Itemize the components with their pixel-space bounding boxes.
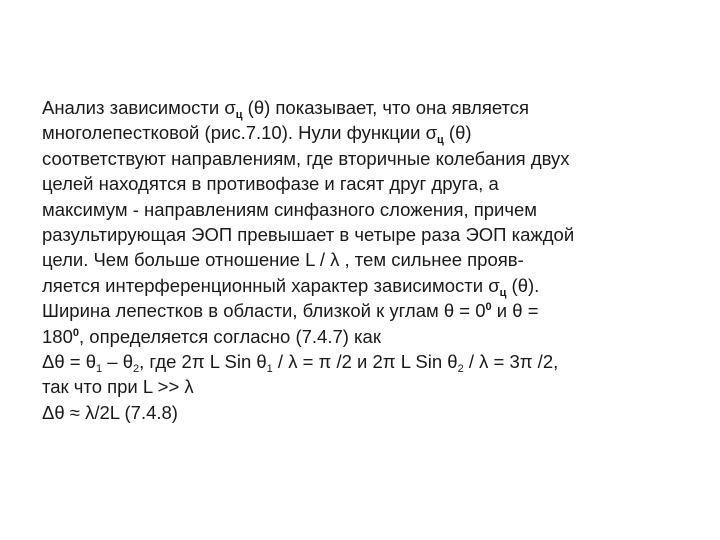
text-line: целей находятся в противофазе и гасят друг друга, а xyxy=(42,173,499,195)
text-line: так что при L >> λ xyxy=(42,376,194,398)
formula-line: Δθ ≈ λ/2L (7.4.8) xyxy=(42,401,178,423)
text-line: цели. Чем больше отношение L / λ , тем сильнее прояв- xyxy=(42,249,524,271)
text-line: Ширина лепестков в области, близкой к углам $\theta = 0^0$ и θ = xyxy=(42,300,539,322)
text-line: ляется интерференционный характер зависимости $\sigma_ц$ (θ). xyxy=(42,274,540,299)
formula-line: $\Delta\theta = \theta_1 - \theta_2$, где 2π L Sin $\theta_1 / \lambda = \pi$ /2 и 2π L Sin $\theta_2 / \lambda = 3\pi$ /2, xyxy=(42,350,559,375)
text-line: многолепестковой (рис.7.10). Нули функции $\sigma_ц$ (θ) xyxy=(42,122,472,147)
text-line: максимум - направлениям синфазного сложения, причем xyxy=(42,198,538,220)
text-line: Анализ зависимости $\sigma_ц$ (θ) показывает, что она является xyxy=(42,97,530,121)
text-line: соответствуют направлениям, где вторичные колебания двух xyxy=(42,147,570,169)
text-line: $180^0$, определяется согласно (7.4.7) как xyxy=(42,325,381,347)
body-text xyxy=(42,95,692,425)
text-line: разультирующая ЭОП превышает в четыре раза ЭОП каждой xyxy=(42,223,575,245)
